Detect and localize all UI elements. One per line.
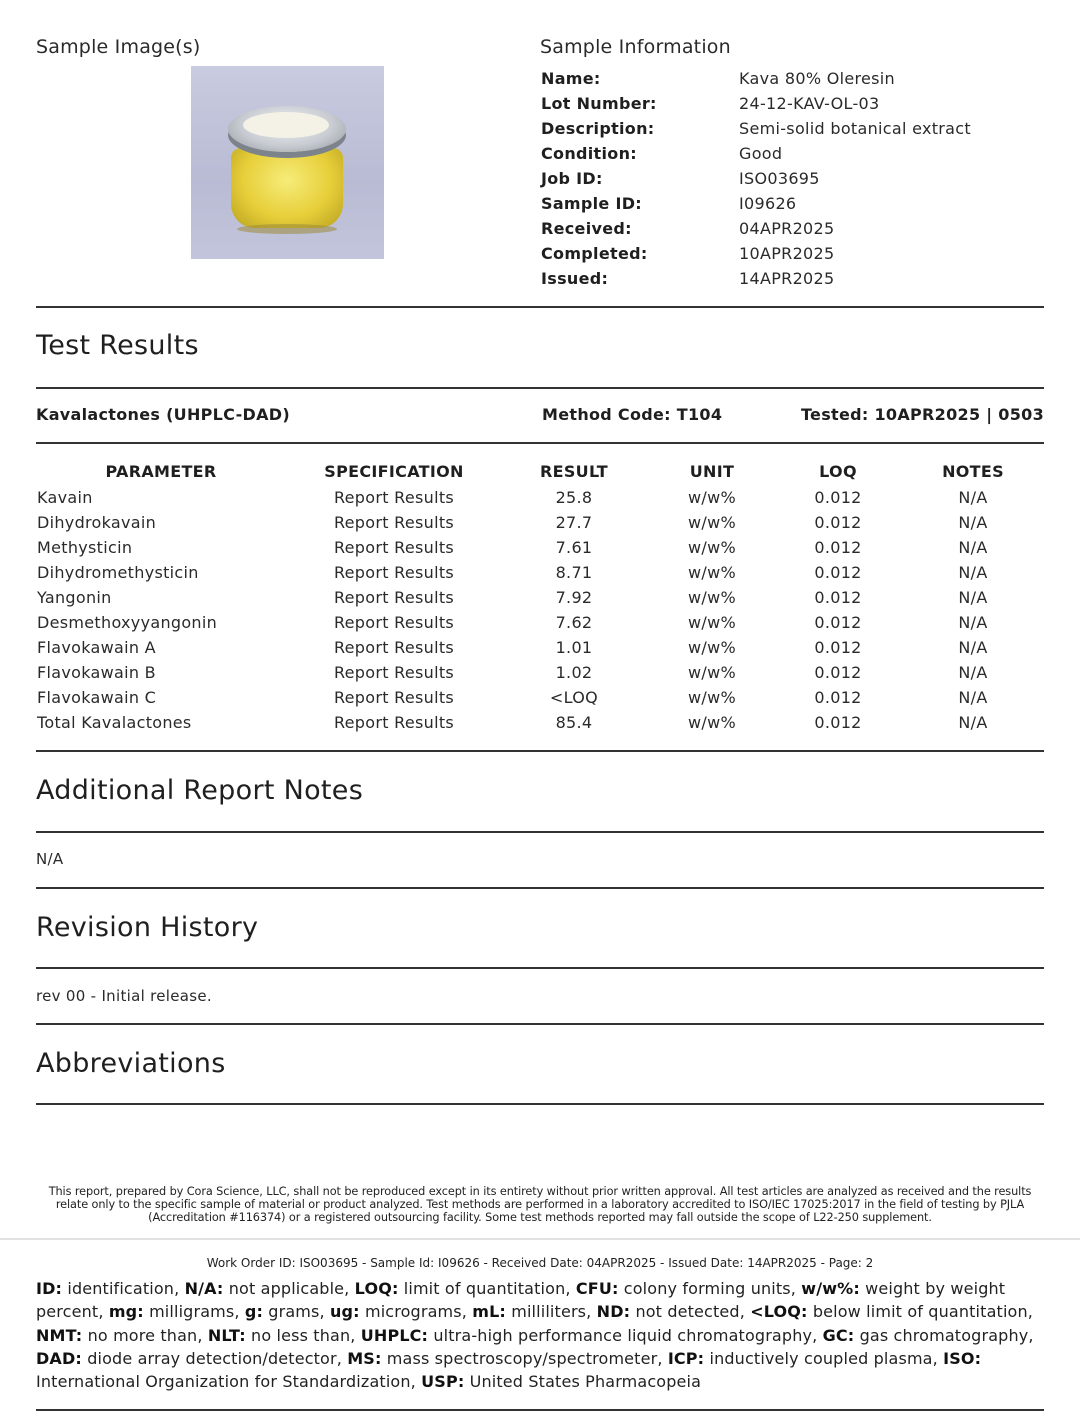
abbreviation-definition: International Organization for Standardization, xyxy=(36,1372,416,1392)
cell-loq: 0.012 xyxy=(814,513,862,532)
abbreviation-definition: ultra-high performance liquid chromatography, xyxy=(433,1325,818,1345)
test-results-heading: Test Results xyxy=(36,330,199,361)
cell-notes: N/A xyxy=(958,488,988,507)
divider xyxy=(36,442,1044,444)
table-row xyxy=(36,510,1044,535)
tested-date: Tested: 10APR2025 | 0503 xyxy=(800,405,1044,424)
abbreviation-definition: identification, xyxy=(67,1279,180,1298)
abbreviation-term: ND: xyxy=(596,1302,631,1322)
table-row xyxy=(36,535,1044,560)
table-row xyxy=(36,585,1044,610)
cell-unit: w/w% xyxy=(688,538,736,557)
abbreviation-term: NMT: xyxy=(36,1325,83,1345)
cell-unit: w/w% xyxy=(688,613,736,632)
revision-history-heading: Revision History xyxy=(36,912,259,943)
abbreviation-definition: mass spectroscopy/spectrometer, xyxy=(386,1348,663,1368)
column-header-unit: UNIT xyxy=(689,462,735,481)
cell-loq: 0.012 xyxy=(814,638,862,657)
sample-info-value: 14APR2025 xyxy=(739,269,835,288)
sample-info-value: 24-12-KAV-OL-03 xyxy=(739,94,880,113)
abbreviation-definition: not detected, xyxy=(635,1302,745,1322)
abbreviation-definition: no more than, xyxy=(87,1325,203,1345)
page-footer: Work Order ID: ISO03695 - Sample Id: I09626 - Received Date: 04APR2025 - Issued Date: 14APR2025 - Page: 2 xyxy=(206,1256,874,1270)
table-row xyxy=(36,685,1044,710)
table-row xyxy=(36,610,1044,635)
cell-unit: w/w% xyxy=(688,663,736,682)
abbreviation-term: mg: xyxy=(108,1302,144,1322)
additional-notes-text: N/A xyxy=(36,850,64,868)
cell-loq: 0.012 xyxy=(814,563,862,582)
abbreviation-definition: no less than, xyxy=(251,1325,356,1345)
cell-result: 25.8 xyxy=(555,488,593,507)
cell-loq: 0.012 xyxy=(814,663,862,682)
abbreviation-term: w/w%: xyxy=(801,1279,860,1298)
cell-result: 27.7 xyxy=(555,513,593,532)
abbreviation-term: ICP: xyxy=(667,1348,705,1368)
cell-loq: 0.012 xyxy=(814,613,862,632)
cell-specification: Report Results xyxy=(333,688,455,707)
cell-specification: Report Results xyxy=(333,663,455,682)
cell-result: 7.92 xyxy=(555,588,593,607)
cell-unit: w/w% xyxy=(688,513,736,532)
abbreviation-definition: colony forming units, xyxy=(623,1279,797,1298)
cell-specification: Report Results xyxy=(333,538,455,557)
abbreviation-term: g: xyxy=(244,1302,264,1322)
sample-images-heading: Sample Image(s) xyxy=(36,36,201,58)
cell-specification: Report Results xyxy=(333,613,455,632)
sample-info-value: I09626 xyxy=(739,194,797,213)
cell-parameter: Methysticin xyxy=(37,538,133,557)
cell-notes: N/A xyxy=(958,513,988,532)
abbreviation-term: ug: xyxy=(330,1302,360,1322)
sample-info-value: Good xyxy=(739,144,783,163)
cell-unit: w/w% xyxy=(688,713,736,732)
cell-unit: w/w% xyxy=(688,588,736,607)
table-row xyxy=(36,710,1044,735)
cell-notes: N/A xyxy=(958,588,988,607)
cell-parameter: Desmethoxyyangonin xyxy=(37,613,218,632)
cell-loq: 0.012 xyxy=(814,488,862,507)
abbreviation-definition: gas chromatography, xyxy=(859,1325,1034,1345)
abbreviation-definition: limit of quantitation, xyxy=(403,1279,571,1298)
page-break-separator xyxy=(0,1238,1080,1240)
sample-info-key: Name: xyxy=(541,69,601,88)
sample-info-key: Received: xyxy=(541,219,632,238)
abbreviation-term: mL: xyxy=(472,1302,506,1322)
cell-result: 85.4 xyxy=(555,713,593,732)
table-row xyxy=(36,560,1044,585)
jar-shadow-shape xyxy=(237,224,337,234)
cell-result: 1.02 xyxy=(555,663,593,682)
divider xyxy=(36,1103,1044,1105)
sample-info-value: Semi-solid botanical extract xyxy=(739,119,971,138)
cell-unit: w/w% xyxy=(688,563,736,582)
cell-specification: Report Results xyxy=(333,588,455,607)
divider xyxy=(36,967,1044,969)
abbreviation-definition: inductively coupled plasma, xyxy=(709,1348,938,1368)
cell-parameter: Total Kavalactones xyxy=(37,713,192,732)
abbreviation-term: CFU: xyxy=(575,1279,619,1298)
abbreviation-definition: milliliters, xyxy=(511,1302,592,1322)
disclaimer-text: This report, prepared by Cora Science, LLC, shall not be reproduced except in its entirety without prior written approval. All test articles are analyzed as received and the results relate only to the specific sample of material or product analyzed. Test methods are performed in a laboratory accredited to ISO/IEC 17025:2017 in the field of testing by PJLA (Accreditation #116374) or a registered outsourcing facility. Some test methods reported may fall outside the scope of L22-250 supplement. xyxy=(48,1185,1032,1224)
cell-result: 1.01 xyxy=(555,638,593,657)
sample-info-key: Lot Number: xyxy=(541,94,657,113)
abbreviation-definition: milligrams, xyxy=(149,1302,240,1322)
cell-loq: 0.012 xyxy=(814,713,862,732)
cell-specification: Report Results xyxy=(333,563,455,582)
cell-loq: 0.012 xyxy=(814,588,862,607)
cell-specification: Report Results xyxy=(333,513,455,532)
cell-notes: N/A xyxy=(958,563,988,582)
abbreviation-term: NLT: xyxy=(207,1325,246,1345)
abbreviation-definition: grams, xyxy=(268,1302,325,1322)
abbreviation-term: <LOQ: xyxy=(750,1302,808,1322)
abbreviation-definition: micrograms, xyxy=(364,1302,467,1322)
jar-label-shape xyxy=(243,112,329,138)
column-header-parameter: PARAMETER xyxy=(105,462,217,481)
jar-body-shape xyxy=(231,148,343,228)
column-header-notes: NOTES xyxy=(942,462,1004,481)
sample-photo xyxy=(191,66,384,259)
cell-parameter: Yangonin xyxy=(37,588,112,607)
abbreviation-term: MS: xyxy=(347,1348,382,1368)
sample-info-value: Kava 80% Oleresin xyxy=(739,69,895,88)
cell-parameter: Dihydromethysticin xyxy=(37,563,199,582)
assay-name: Kavalactones (UHPLC-DAD) xyxy=(36,405,290,424)
abbreviation-term: USP: xyxy=(421,1372,465,1392)
abbreviation-term: DAD: xyxy=(36,1348,82,1368)
cell-notes: N/A xyxy=(958,638,988,657)
cell-loq: 0.012 xyxy=(814,688,862,707)
abbreviation-term: GC: xyxy=(822,1325,855,1345)
cell-loq: 0.012 xyxy=(814,538,862,557)
abbreviation-term: UHPLC: xyxy=(360,1325,429,1345)
table-row xyxy=(36,635,1044,660)
cell-notes: N/A xyxy=(958,613,988,632)
cell-result: 7.61 xyxy=(555,538,593,557)
divider xyxy=(36,750,1044,752)
sample-info-value: ISO03695 xyxy=(739,169,820,188)
cell-notes: N/A xyxy=(958,713,988,732)
sample-info-value: 04APR2025 xyxy=(739,219,835,238)
cell-parameter: Flavokawain A xyxy=(37,638,156,657)
column-header-specification: SPECIFICATION xyxy=(324,462,464,481)
column-header-result: RESULT xyxy=(539,462,609,481)
cell-notes: N/A xyxy=(958,663,988,682)
cell-notes: N/A xyxy=(958,688,988,707)
abbreviation-definition: below limit of quantitation, xyxy=(812,1302,1034,1322)
cell-parameter: Flavokawain C xyxy=(37,688,157,707)
cell-specification: Report Results xyxy=(333,488,455,507)
cell-parameter: Flavokawain B xyxy=(37,663,156,682)
divider xyxy=(36,387,1044,389)
sample-info-value: 10APR2025 xyxy=(739,244,835,263)
abbreviation-term: N/A: xyxy=(184,1279,224,1298)
sample-info-key: Issued: xyxy=(541,269,609,288)
abbreviation-term: LOQ: xyxy=(354,1279,399,1298)
sample-info-key: Sample ID: xyxy=(541,194,642,213)
additional-notes-heading: Additional Report Notes xyxy=(36,775,364,806)
cell-notes: N/A xyxy=(958,538,988,557)
abbreviation-definition: not applicable, xyxy=(228,1279,350,1298)
divider xyxy=(36,1409,1044,1411)
method-code: Method Code: T104 xyxy=(542,405,723,424)
cell-result: 7.62 xyxy=(555,613,593,632)
divider xyxy=(36,887,1044,889)
cell-unit: w/w% xyxy=(688,488,736,507)
cell-specification: Report Results xyxy=(333,713,455,732)
cell-unit: w/w% xyxy=(688,638,736,657)
sample-info-key: Job ID: xyxy=(541,169,603,188)
abbreviation-term: ID: xyxy=(36,1279,63,1298)
sample-info-key: Condition: xyxy=(541,144,637,163)
abbreviations-list xyxy=(36,1277,1044,1393)
abbreviation-definition: United States Pharmacopeia xyxy=(469,1372,702,1392)
abbreviation-definition: weight by weight percent, xyxy=(36,1279,1006,1322)
cell-specification: Report Results xyxy=(333,638,455,657)
table-row xyxy=(36,485,1044,510)
table-row xyxy=(36,660,1044,685)
abbreviation-term: ISO: xyxy=(943,1348,982,1368)
sample-info-key: Description: xyxy=(541,119,655,138)
abbreviations-heading: Abbreviations xyxy=(36,1048,226,1079)
cell-parameter: Kavain xyxy=(37,488,93,507)
sample-info-key: Completed: xyxy=(541,244,648,263)
divider xyxy=(36,831,1044,833)
divider xyxy=(36,1023,1044,1025)
cell-unit: w/w% xyxy=(688,688,736,707)
divider xyxy=(36,306,1044,308)
revision-history-text: rev 00 - Initial release. xyxy=(36,987,212,1005)
sample-information-heading: Sample Information xyxy=(540,36,731,58)
cell-result: <LOQ xyxy=(549,688,599,707)
abbreviation-definition: diode array detection/detector, xyxy=(87,1348,342,1368)
column-header-loq: LOQ xyxy=(819,462,857,481)
cell-result: 8.71 xyxy=(555,563,593,582)
cell-parameter: Dihydrokavain xyxy=(37,513,157,532)
